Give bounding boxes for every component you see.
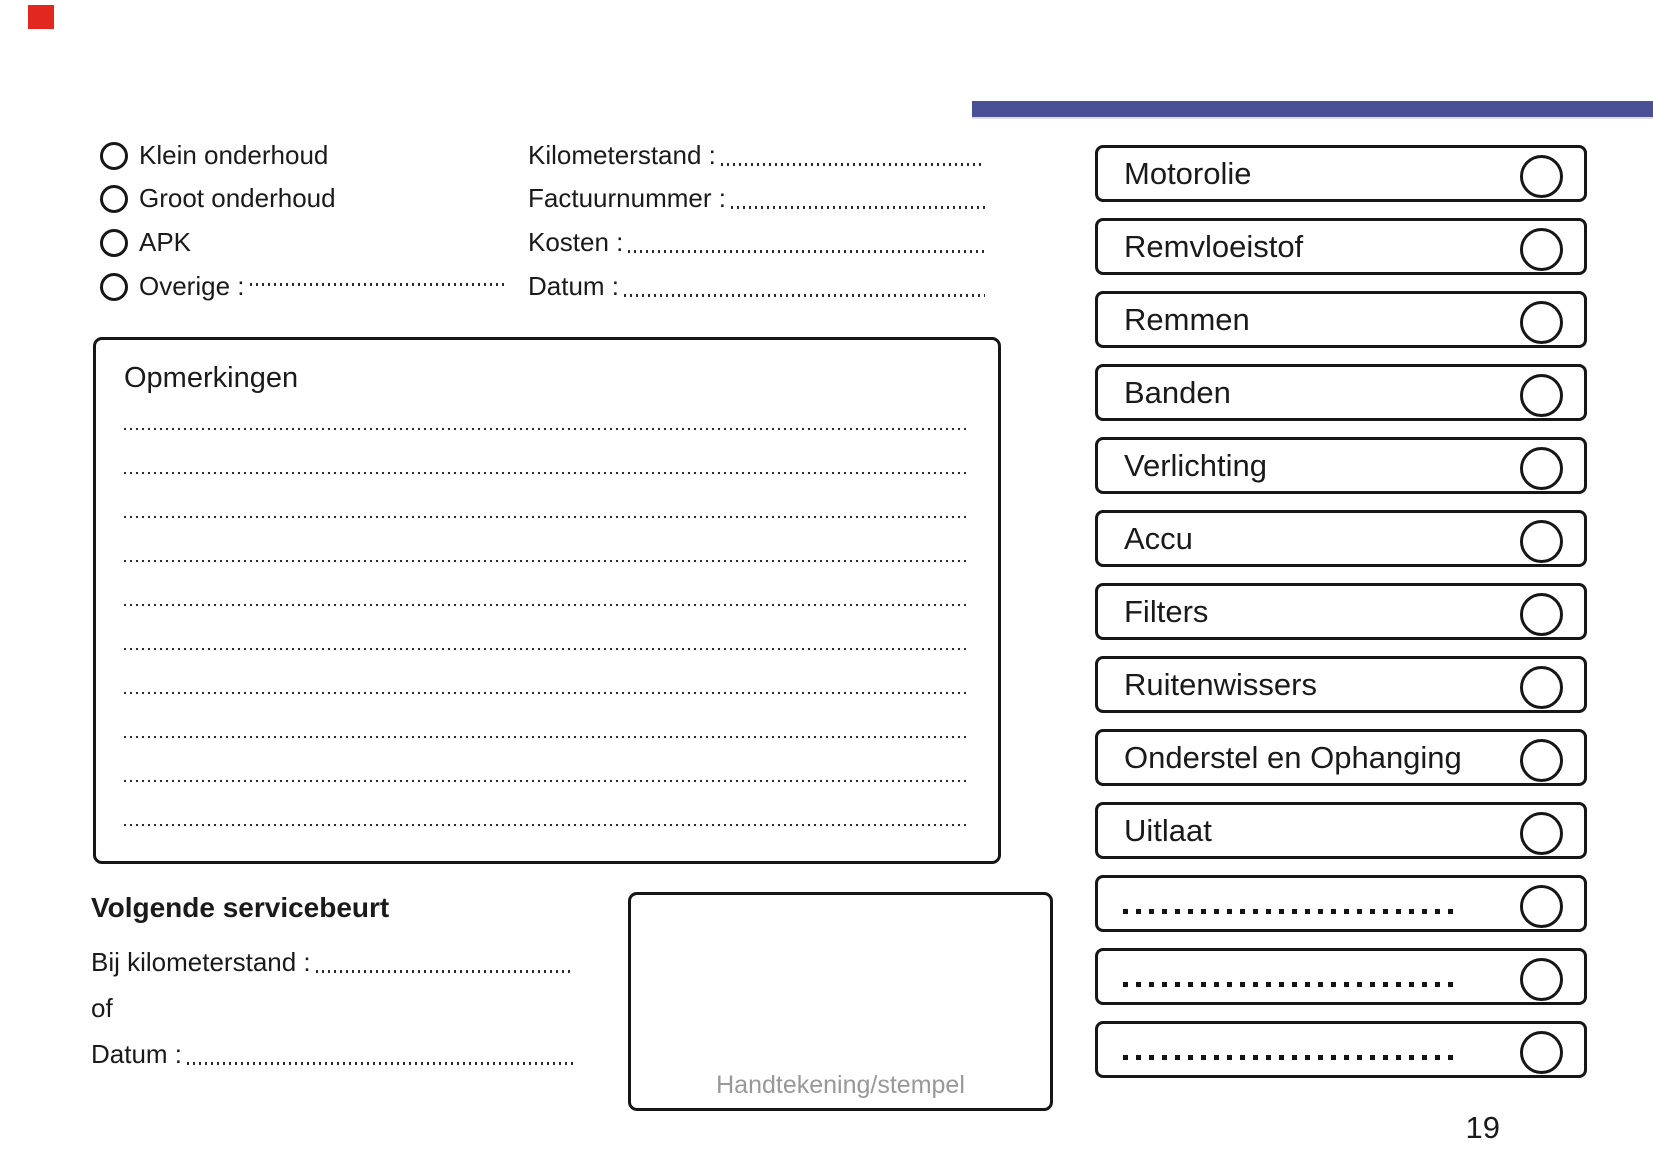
next-service-label: of: [91, 993, 113, 1023]
write-in-leader: [624, 294, 985, 297]
remarks-line: [124, 472, 966, 474]
remarks-line: [124, 428, 966, 430]
check-circle-icon[interactable]: [1520, 666, 1563, 709]
invoice-field-label: Kosten :: [528, 227, 624, 257]
signature-caption: Handtekening/stempel: [716, 1071, 965, 1099]
checklist-item-label: Accu: [1124, 520, 1193, 556]
next-service-row: [91, 1038, 573, 1070]
checklist-item: [1095, 875, 1587, 932]
invoice-field-label: Datum :: [528, 271, 620, 301]
checklist-item: [1095, 802, 1587, 859]
remarks-line: [124, 560, 966, 562]
red-corner-mark: [28, 5, 54, 29]
checklist-item-label: Motorolie: [1124, 155, 1252, 191]
remarks-line: [124, 824, 966, 826]
invoice-field-row: [528, 227, 985, 258]
service-type-row: [100, 271, 505, 302]
remarks-line: [124, 780, 966, 782]
service-type-row: [100, 183, 505, 214]
service-type-row: [100, 140, 505, 171]
checklist-item: [1095, 656, 1587, 713]
radio-circle-icon[interactable]: [100, 273, 128, 301]
write-in-leader: [628, 250, 985, 253]
next-service-label: Bij kilometerstand :: [91, 947, 311, 977]
checklist-item: [1095, 583, 1587, 640]
check-circle-icon[interactable]: [1520, 812, 1563, 855]
checklist-item-label: Remvloeistof: [1124, 228, 1304, 264]
remarks-line: [124, 648, 966, 650]
check-circle-icon[interactable]: [1520, 374, 1563, 417]
checklist-write-in-line: [1123, 909, 1453, 914]
checklist-item: [1095, 1021, 1587, 1078]
write-in-leader: [187, 1062, 573, 1065]
remarks-line: [124, 692, 966, 694]
invoice-field-label: Kilometerstand :: [528, 140, 716, 170]
check-circle-icon[interactable]: [1520, 885, 1563, 928]
checklist-item: [1095, 145, 1587, 202]
check-circle-icon[interactable]: [1520, 228, 1563, 271]
checklist-item-label: Onderstel en Ophanging: [1124, 739, 1462, 775]
checklist-write-in-line: [1123, 982, 1453, 987]
write-in-leader: [316, 970, 573, 973]
service-type-label: APK: [139, 227, 192, 257]
remarks-line: [124, 604, 966, 606]
signature-box: [628, 892, 1053, 1111]
remarks-line: [124, 516, 966, 518]
checklist-item: [1095, 437, 1587, 494]
checklist: [1095, 145, 1587, 1078]
remarks-box: [93, 337, 1001, 864]
write-in-leader: [721, 163, 985, 166]
remarks-title: Opmerkingen: [124, 362, 299, 394]
check-circle-icon[interactable]: [1520, 593, 1563, 636]
radio-circle-icon[interactable]: [100, 185, 128, 213]
page-number: 19: [1465, 1110, 1500, 1145]
service-type-label: Groot onderhoud: [139, 183, 336, 213]
check-circle-icon[interactable]: [1520, 1031, 1563, 1074]
checklist-item: [1095, 948, 1587, 1005]
remarks-line: [124, 736, 966, 738]
accent-bar: [972, 101, 1653, 117]
invoice-field-row: [528, 140, 985, 171]
service-type-label: Overige :: [139, 271, 245, 301]
invoice-field-row: [528, 183, 985, 214]
service-type-label: Klein onderhoud: [139, 140, 329, 170]
write-in-leader: [731, 206, 985, 209]
radio-circle-icon[interactable]: [100, 229, 128, 257]
check-circle-icon[interactable]: [1520, 447, 1563, 490]
checklist-write-in-line: [1123, 1055, 1453, 1060]
checklist-item-label: Remmen: [1124, 301, 1250, 337]
check-circle-icon[interactable]: [1520, 301, 1563, 344]
invoice-field-row: [528, 271, 985, 302]
checklist-item: [1095, 729, 1587, 786]
next-service-fields: [91, 946, 573, 1069]
next-service-title: Volgende servicebeurt: [91, 892, 390, 923]
checklist-item-label: Verlichting: [1124, 447, 1268, 483]
check-circle-icon[interactable]: [1520, 520, 1563, 563]
check-circle-icon[interactable]: [1520, 155, 1563, 198]
checklist-item-label: Banden: [1124, 374, 1231, 410]
next-service-label: Datum :: [91, 1039, 183, 1069]
check-circle-icon[interactable]: [1520, 739, 1563, 782]
radio-circle-icon[interactable]: [100, 142, 128, 170]
service-type-group: [100, 140, 505, 310]
checklist-item-label: Filters: [1124, 593, 1209, 629]
next-service-row: [91, 946, 573, 978]
invoice-fields-group: [528, 140, 985, 310]
checklist-item: [1095, 218, 1587, 275]
checklist-item-label: Uitlaat: [1124, 812, 1212, 848]
write-in-leader: [250, 283, 506, 286]
checklist-item-label: Ruitenwissers: [1124, 666, 1317, 702]
check-circle-icon[interactable]: [1520, 958, 1563, 1001]
invoice-field-label: Factuurnummer :: [528, 183, 726, 213]
checklist-item: [1095, 364, 1587, 421]
service-type-row: [100, 227, 505, 258]
next-service-row: [91, 992, 573, 1024]
checklist-item: [1095, 291, 1587, 348]
checklist-item: [1095, 510, 1587, 567]
